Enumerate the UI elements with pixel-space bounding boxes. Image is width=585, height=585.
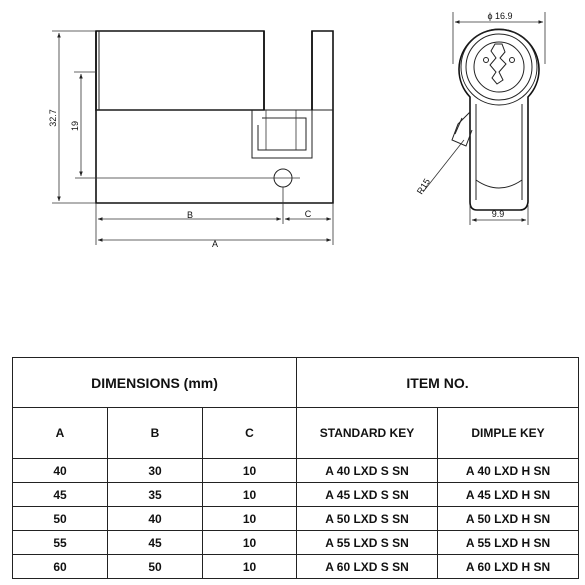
cell-c: 10	[203, 483, 297, 507]
column-header-a: A	[13, 408, 108, 459]
diameter-label: ϕ 16.9	[487, 11, 513, 21]
cell-dimple-key: A 45 LXD H SN	[438, 483, 579, 507]
cell-standard-key: A 60 LXD S SN	[297, 555, 438, 579]
column-header-b: B	[108, 408, 203, 459]
cell-b: 35	[108, 483, 203, 507]
cell-c: 10	[203, 531, 297, 555]
side-view	[48, 31, 333, 249]
cell-a: 45	[13, 483, 108, 507]
cell-c: 10	[203, 555, 297, 579]
column-header-standard-key: STANDARD KEY	[297, 408, 438, 459]
cell-b: 50	[108, 555, 203, 579]
column-header-dimple-key: DIMPLE KEY	[438, 408, 579, 459]
cell-a: 50	[13, 507, 108, 531]
table-row	[13, 555, 579, 579]
cell-standard-key: A 40 LXD S SN	[297, 459, 438, 483]
dim-a-label: A	[211, 239, 219, 249]
table-row	[13, 483, 579, 507]
table-row	[13, 507, 579, 531]
cell-dimple-key: A 40 LXD H SN	[438, 459, 579, 483]
cam-height-label: 19	[70, 120, 80, 132]
cell-b: 30	[108, 459, 203, 483]
cell-dimple-key: A 55 LXD H SN	[438, 531, 579, 555]
cell-standard-key: A 50 LXD S SN	[297, 507, 438, 531]
column-header-c: C	[203, 408, 297, 459]
cell-b: 45	[108, 531, 203, 555]
cell-a: 55	[13, 531, 108, 555]
cell-a: 60	[13, 555, 108, 579]
cell-standard-key: A 55 LXD S SN	[297, 531, 438, 555]
cell-c: 10	[203, 459, 297, 483]
group-header-row	[13, 358, 579, 408]
column-header-row	[13, 408, 579, 459]
cell-standard-key: A 45 LXD S SN	[297, 483, 438, 507]
cell-dimple-key: A 50 LXD H SN	[438, 507, 579, 531]
end-view	[415, 11, 545, 225]
overall-height-label: 32.7	[48, 109, 58, 127]
cell-a: 40	[13, 459, 108, 483]
width-label: 9.9	[491, 209, 505, 219]
radius-label: R15	[414, 176, 433, 197]
table-row	[13, 459, 579, 483]
dim-b-label: B	[186, 210, 194, 220]
cell-c: 10	[203, 507, 297, 531]
cell-b: 40	[108, 507, 203, 531]
dimensions-header: DIMENSIONS (mm)	[13, 358, 297, 408]
table-row	[13, 531, 579, 555]
dim-c-label: C	[304, 209, 312, 219]
cell-dimple-key: A 60 LXD H SN	[438, 555, 579, 579]
dimensions-table	[12, 357, 579, 579]
item-no-header: ITEM NO.	[297, 358, 579, 408]
